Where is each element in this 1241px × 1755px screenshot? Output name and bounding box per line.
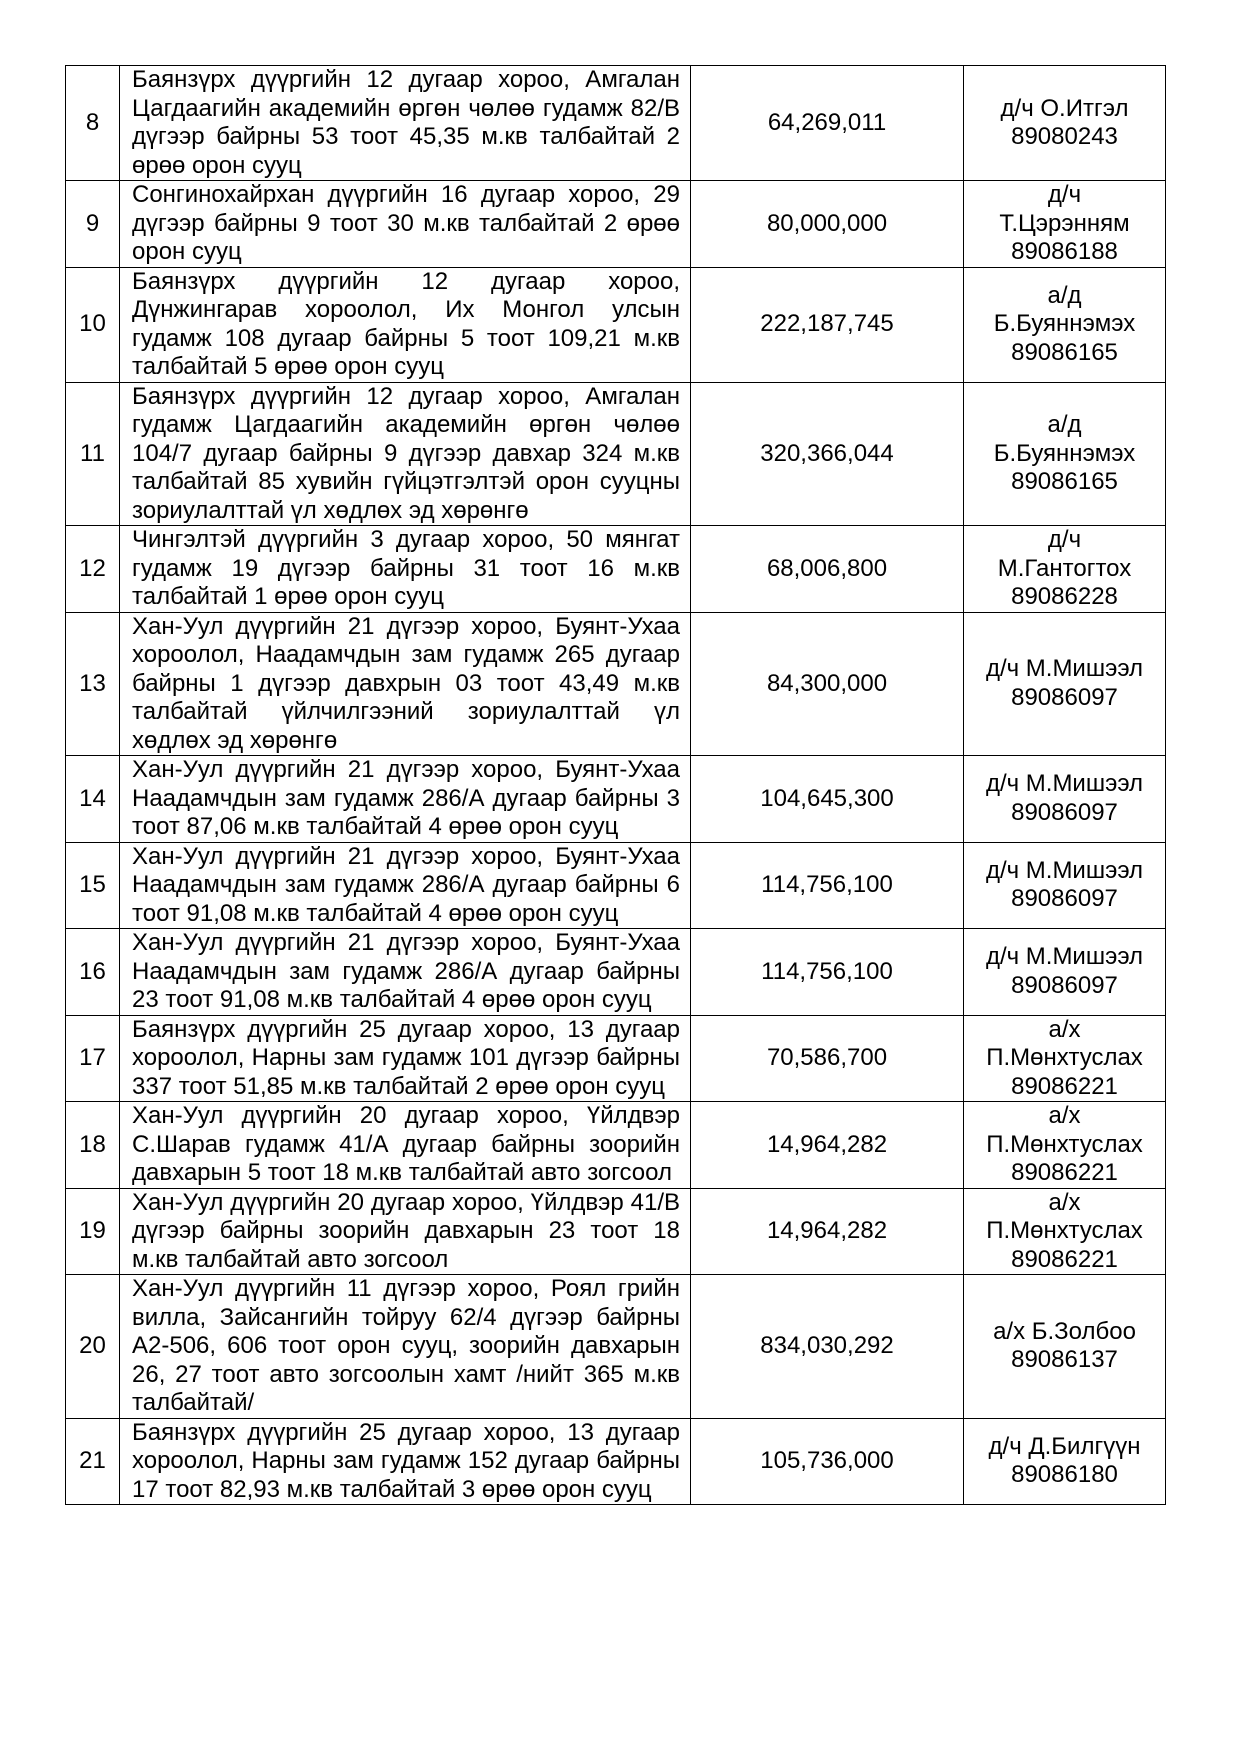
row-number: 15 (66, 842, 120, 929)
contact-line: 89086097 (1011, 885, 1118, 913)
contact-line: 89086097 (1011, 683, 1118, 711)
property-description: Сонгинохайрхан дүүргийн 16 дугаар хороо, 29 дүгээр байрны 9 тоот 30 м.кв талбайтай 2 өрөө орон сууц (120, 181, 691, 268)
property-description: Баянзүрх дүүргийн 12 дугаар хороо, Амгалан гудамж Цагдаагийн академийн өргөн чөлөө 104/7 дугаар байрны 9 дүгээр давхар 324 м.кв талбайтай 85 хувийн гүйцэтгэлтэй орон сууцны зориулалттай үл хөдлөх эд хөрөнгө (120, 382, 691, 526)
table-row (66, 929, 1166, 1016)
contact-line: 89086165 (1011, 468, 1118, 495)
property-description: Хан-Уул дүүргийн 21 дүгээр хороо, Буянт-Ухаа Наадамчдын зам гудамж 286/А дугаар байрны 6 тоот 91,08 м.кв талбайтай 4 өрөө орон сууц (120, 842, 691, 929)
row-number: 17 (66, 1015, 120, 1102)
contact-line: Б.Буяннэмэх (993, 310, 1136, 338)
contact-cell (964, 267, 1166, 382)
property-description: Баянзүрх дүүргийн 25 дугаар хороо, 13 дугаар хороолол, Нарны зам гудамж 101 дүгээр байрны 337 тоот 51,85 м.кв талбайтай 2 өрөө орон сууц (120, 1015, 691, 1102)
contact-cell (964, 382, 1166, 526)
row-number: 12 (66, 526, 120, 613)
table-row (66, 382, 1166, 526)
contact-line: П.Мөнхтуслах (986, 1044, 1143, 1071)
contact-line: а/д (1047, 281, 1082, 309)
table-row (66, 1015, 1166, 1102)
contact-line: 89086097 (1011, 971, 1118, 999)
contact-line: П.Мөнхтуслах (986, 1130, 1143, 1158)
table-row (66, 1275, 1166, 1419)
row-number: 14 (66, 756, 120, 843)
property-price: 104,645,300 (691, 756, 964, 843)
table-row (66, 612, 1166, 756)
contact-line: д/ч М.Мишээл (985, 655, 1144, 683)
property-price: 70,586,700 (691, 1015, 964, 1102)
contact-line: а/х (1048, 1015, 1081, 1043)
contact-cell (964, 1275, 1166, 1419)
table-row (66, 1102, 1166, 1189)
property-price: 14,964,282 (691, 1102, 964, 1189)
contact-line: М.Гантогтох (997, 554, 1132, 582)
contact-line: д/ч (1047, 526, 1082, 553)
property-price: 14,964,282 (691, 1188, 964, 1275)
contact-line: 89086137 (1011, 1346, 1118, 1374)
contact-line: 89086165 (1011, 338, 1118, 366)
property-description: Хан-Уул дүүргийн 21 дүгээр хороо, Буянт-Ухаа хороолол, Наадамчдын зам гудамж 265 дугаар байрны 1 дүгээр давхрын 03 тоот 43,49 м.кв талбайтай үйлчилгээний зориулалттай үл хөдлөх эд хөрөнгө (120, 612, 691, 756)
table-row (66, 1188, 1166, 1275)
table-row (66, 1418, 1166, 1505)
property-description: Хан-Уул дүүргийн 20 дугаар хороо, Үйлдвэр 41/В дүгээр байрны зоорийн давхарын 23 тоот 18 м.кв талбайтай авто зогсоол (120, 1188, 691, 1275)
table-row (66, 181, 1166, 268)
contact-line: 89086221 (1011, 1245, 1118, 1273)
property-description: Баянзүрх дүүргийн 12 дугаар хороо, Амгалан Цагдаагийн академийн өргөн чөлөө гудамж 82/В дүгээр байрны 53 тоот 45,35 м.кв талбайтай 2 өрөө орон сууц (120, 66, 691, 181)
property-price: 105,736,000 (691, 1418, 964, 1505)
contact-line: П.Мөнхтуслах (986, 1217, 1143, 1244)
property-description: Чингэлтэй дүүргийн 3 дугаар хороо, 50 мянгат гудамж 19 дүгээр байрны 31 тоот 16 м.кв талбайтай 1 өрөө орон сууц (120, 526, 691, 613)
row-number: 10 (66, 267, 120, 382)
property-description: Хан-Уул дүүргийн 21 дүгээр хороо, Буянт-Ухаа Наадамчдын зам гудамж 286/А дугаар байрны 23 тоот 91,08 м.кв талбайтай 4 өрөө орон сууц (120, 929, 691, 1016)
contact-line: д/ч (1047, 181, 1082, 208)
contact-cell (964, 1188, 1166, 1275)
contact-line: 89086097 (1011, 798, 1118, 826)
contact-cell (964, 181, 1166, 268)
contact-line: Т.Цэрэнням (999, 209, 1130, 237)
contact-cell (964, 612, 1166, 756)
contact-line: д/ч О.Итгэл (1000, 94, 1129, 122)
property-price: 222,187,745 (691, 267, 964, 382)
row-number: 19 (66, 1188, 120, 1275)
contact-line: д/ч М.Мишээл (985, 856, 1144, 884)
contact-line: 89086180 (1011, 1461, 1118, 1489)
table-row (66, 842, 1166, 929)
contact-cell (964, 526, 1166, 613)
contact-cell (964, 842, 1166, 929)
contact-cell (964, 929, 1166, 1016)
row-number: 21 (66, 1418, 120, 1505)
row-number: 9 (66, 181, 120, 268)
property-description: Хан-Уул дүүргийн 21 дүгээр хороо, Буянт-Ухаа Наадамчдын зам гудамж 286/А дугаар байрны 3 тоот 87,06 м.кв талбайтай 4 өрөө орон сууц (120, 756, 691, 843)
table-row (66, 756, 1166, 843)
row-number: 20 (66, 1275, 120, 1419)
contact-cell (964, 66, 1166, 181)
property-price: 84,300,000 (691, 612, 964, 756)
contact-line: Б.Буяннэмэх (993, 439, 1136, 467)
contact-line: а/д (1047, 411, 1082, 438)
property-price: 80,000,000 (691, 181, 964, 268)
contact-line: д/ч М.Мишээл (985, 770, 1144, 798)
contact-line: а/х (1048, 1102, 1081, 1129)
property-price: 114,756,100 (691, 842, 964, 929)
row-number: 11 (66, 382, 120, 526)
contact-cell (964, 756, 1166, 843)
property-price: 64,269,011 (691, 66, 964, 181)
property-description: Баянзүрх дүүргийн 25 дугаар хороо, 13 дугаар хороолол, Нарны зам гудамж 152 дугаар байрны 17 тоот 82,93 м.кв талбайтай 3 өрөө орон сууц (120, 1418, 691, 1505)
contact-cell (964, 1015, 1166, 1102)
contact-line: 89086221 (1011, 1159, 1118, 1186)
contact-cell (964, 1102, 1166, 1189)
contact-line: 89086228 (1011, 583, 1118, 610)
property-table (65, 65, 1166, 1505)
contact-line: 89086221 (1011, 1072, 1118, 1100)
contact-line: д/ч Д.Билгүүн (988, 1432, 1141, 1460)
contact-line: а/х Б.Золбоо (993, 1317, 1136, 1345)
contact-cell (964, 1418, 1166, 1505)
row-number: 8 (66, 66, 120, 181)
contact-line: 89080243 (1011, 123, 1118, 150)
table-row (66, 267, 1166, 382)
row-number: 13 (66, 612, 120, 756)
property-price: 834,030,292 (691, 1275, 964, 1419)
property-description: Хан-Уул дүүргийн 11 дүгээр хороо, Роял грийн вилла, Зайсангийн тойруу 62/4 дүгээр байрны А2-506, 606 тоот орон сууц, зоорийн давхарын 26, 27 тоот авто зогсоолын хамт /нийт 365 м.кв талбайтай/ (120, 1275, 691, 1419)
property-price: 68,006,800 (691, 526, 964, 613)
row-number: 18 (66, 1102, 120, 1189)
property-table-body (66, 66, 1166, 1505)
contact-line: д/ч М.Мишээл (985, 943, 1144, 971)
property-price: 320,366,044 (691, 382, 964, 526)
property-price: 114,756,100 (691, 929, 964, 1016)
table-row (66, 66, 1166, 181)
row-number: 16 (66, 929, 120, 1016)
table-row (66, 526, 1166, 613)
property-description: Баянзүрх дүүргийн 12 дугаар хороо, Дүнжингарав хороолол, Их Монгол улсын гудамж 108 дугаар байрны 5 тоот 109,21 м.кв талбайтай 5 өрөө орон сууц (120, 267, 691, 382)
contact-line: 89086188 (1011, 238, 1118, 265)
contact-line: а/х (1048, 1188, 1081, 1216)
property-description: Хан-Уул дүүргийн 20 дугаар хороо, Үйлдвэр С.Шарав гудамж 41/А дугаар байрны зоорийн давхарын 5 тоот 18 м.кв талбайтай авто зогсоол (120, 1102, 691, 1189)
